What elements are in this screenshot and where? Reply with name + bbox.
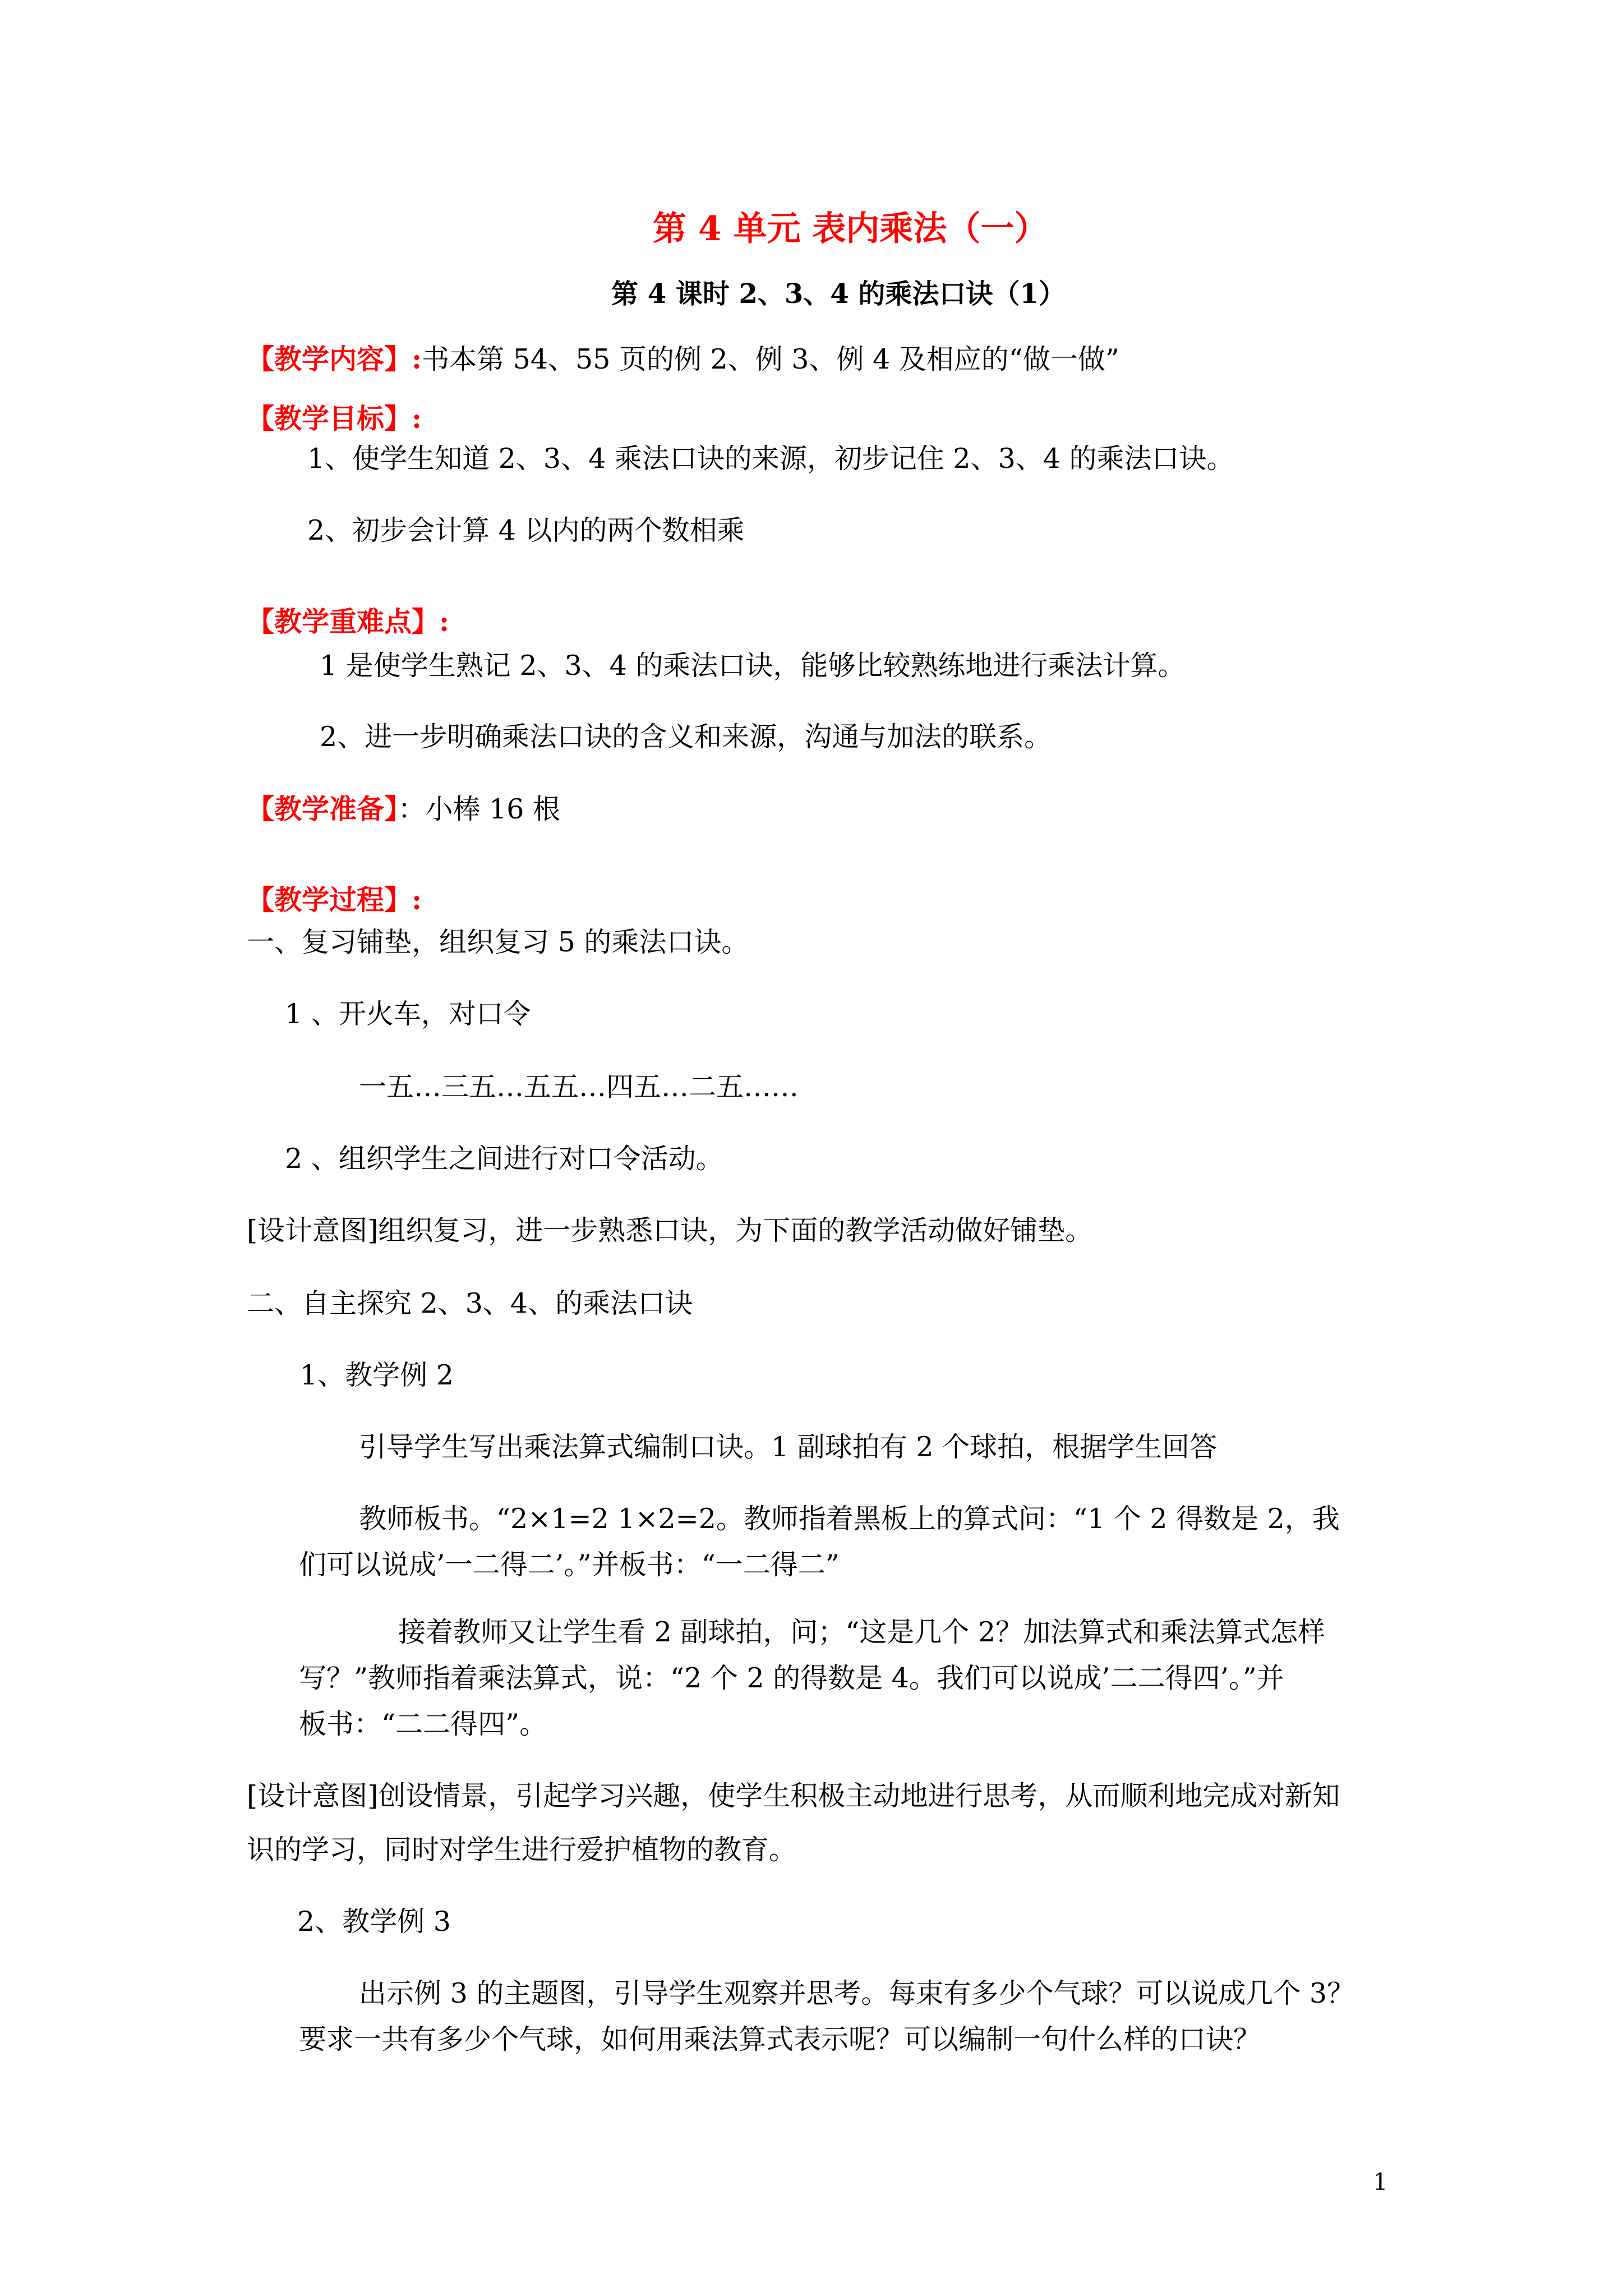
content-label: 【教学内容】: [247,343,422,375]
preparation-text: ：小棒 16 根 [398,793,561,825]
process-line-9: 教师板书。“2×1=2 1×2=2。教师指着黑板上的算式问：“1 个 2 得数是 2，我 [359,1503,1340,1535]
preparation-label: 【教学准备】 [247,793,398,825]
content-section [247,341,1119,378]
objective-item-2: 2、初步会计算 4 以内的两个数相乘 [307,514,745,546]
process-line-3: 一五…三五…五五…四五…二五…… [359,1071,799,1103]
key-point-item-2: 2、进一步明确乘法口诀的含义和来源，沟通与加法的联系。 [320,721,1052,753]
preparation-section [247,791,560,827]
objective-item-1: 1、使学生知道 2、3、4 乘法口诀的来源，初步记住 2、3、4 的乘法口诀。 [307,443,1234,475]
process-line-8: 引导学生写出乘法算式编制口诀。1 副球拍有 2 个球拍，根据学生回答 [359,1431,1218,1463]
process-line-1: 一、复习铺垫，组织复习 5 的乘法口诀。 [247,926,749,958]
process-line-14: [设计意图]创设情景，引起学习兴趣，使学生积极主动地进行思考，从而顺利地完成对新知 [247,1780,1340,1812]
key-point-item-1: 1 是使学生熟记 2、3、4 的乘法口诀，能够比较熟练地进行乘法计算。 [320,650,1186,682]
process-line-6: 二、自主探究 2、3、4、的乘法口诀 [247,1287,693,1319]
process-line-11: 接着教师又让学生看 2 副球拍，问；“这是几个 2？加法算式和乘法算式怎样 [398,1616,1326,1648]
page-number: 1 [1373,2168,1388,2196]
document-title: 第 4 单元 表内乘法（一） [653,209,1048,249]
process-line-7: 1、教学例 2 [300,1359,454,1391]
process-line-2: 1 、开火车，对口令 [285,998,531,1030]
key-points-label: 【教学重难点】: [247,605,450,638]
lesson-subtitle: 第 4 课时 2、3、4 的乘法口诀（1） [611,278,1066,310]
process-line-17: 出示例 3 的主题图，引导学生观察并思考。每束有多少个气球？可以说成几个 3？ [359,1977,1355,2009]
process-line-10: 们可以说成’一二得二’。”并板书：“一二得二” [299,1549,840,1581]
process-line-12: 写？”教师指着乘法算式，说：“2 个 2 的得数是 4。我们可以说成’二二得四’。”并 [299,1662,1284,1694]
process-line-4: 2 、组织学生之间进行对口令活动。 [285,1143,723,1175]
process-line-18: 要求一共有多少个气球，如何用乘法算式表示呢？可以编制一句什么样的口诀？ [299,2023,1261,2055]
objectives-label: 【教学目标】: [247,402,422,435]
process-label: 【教学过程】: [247,884,422,916]
process-line-13: 板书：“二二得四”。 [299,1708,547,1740]
process-line-15: 识的学习，同时对学生进行爱护植物的教育。 [247,1834,797,1866]
process-line-16: 2、教学例 3 [297,1906,451,1938]
content-text: 书本第 54、55 页的例 2、例 3、例 4 及相应的“做一做” [422,343,1119,375]
process-line-5: [设计意图]组织复习，进一步熟悉口诀，为下面的教学活动做好铺垫。 [247,1214,1093,1246]
